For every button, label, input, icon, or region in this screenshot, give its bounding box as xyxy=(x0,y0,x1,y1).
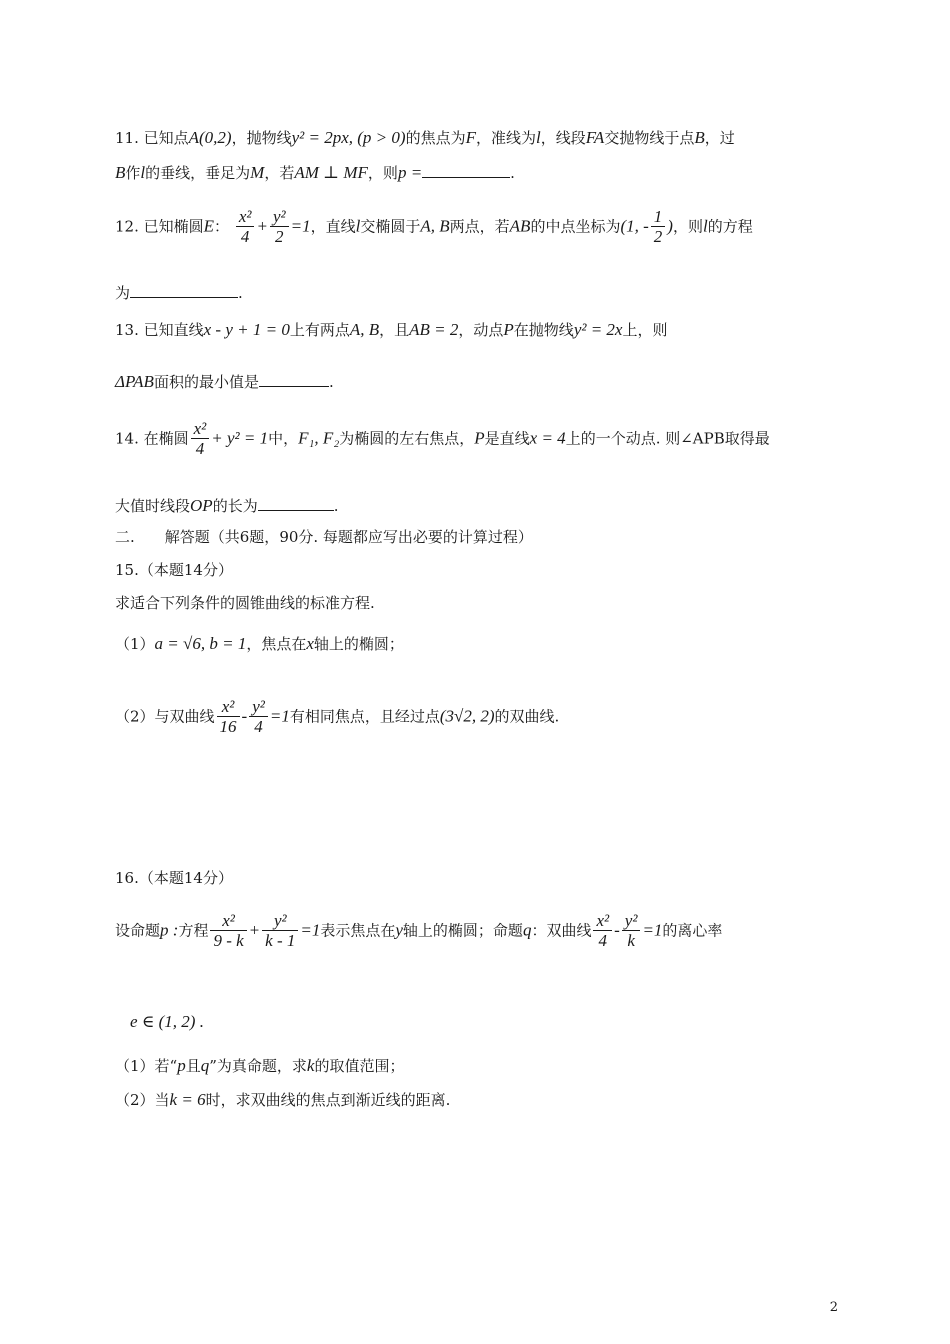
answer-blank xyxy=(258,496,334,511)
q14-line1: 14. 在椭圆 $\frac{\text{x²}}{4}$ + y² = 1中，F₁, F₂为椭圆的左右焦点，P是直线x = 4上的一个动点. 则∠APB取得最 xyxy=(115,419,770,458)
q15-part2: （2）与双曲线 $\frac{\text{x²}}{16}$ - $\frac{\text{y²}}{4}$ =1有相同焦点，且经过点(3√2, 2)的双曲线. xyxy=(115,697,560,736)
q16-heading: 16.（本题14分） xyxy=(115,869,233,887)
q16-line1: 设命题p :方程 $\frac{\text{x²}}{9 - k}$ + $\frac{\text{y²}}{k - 1}$ =1表示焦点在y轴上的椭圆；命题q：双曲线 $\frac{\text{x²}}{4}$ - $\frac{\text{y²}}{k}$ =1的离心率 xyxy=(115,911,723,950)
fraction: $\frac{\text{y²}}{k}$ xyxy=(622,912,641,951)
fraction: $\frac{\text{x²}}{4}$ xyxy=(191,420,210,459)
fraction: $\frac{\text{x²}}{4}$ xyxy=(236,208,255,247)
q12-line1: 12. 已知椭圆E： $\frac{\text{x²}}{4}$ + $\frac{\text{y²}}{2}$ =1，直线l交椭圆于A, B两点，若AB的中点坐标为(1, - $\frac{1}{2}$ )，则l的方程 xyxy=(115,207,753,246)
q14-line2: 大值时线段OP的长为 . xyxy=(115,496,339,515)
answer-blank xyxy=(130,283,238,298)
q11-line1: 11. 已知点A(0,2)，抛物线y² = 2px, (p > 0)的焦点为F，准线为l，线段FA交抛物线于点B，过 xyxy=(115,128,735,147)
fraction: $\frac{1}{2}$ xyxy=(651,208,666,247)
q13-line1: 13. 已知直线x - y + 1 = 0上有两点A, B，且AB = 2，动点P在抛物线y² = 2x上，则 xyxy=(115,320,668,339)
page-number: 2 xyxy=(829,1300,838,1315)
section-heading: 二. 解答题（共6题，90分. 每题都应写出必要的计算过程） xyxy=(115,528,533,546)
q16-part2: （2）当k = 6时，求双曲线的焦点到渐近线的距离. xyxy=(115,1090,451,1109)
q15-heading: 15.（本题14分） xyxy=(115,561,233,579)
q16-eccentricity: e ∈ (1, 2) . xyxy=(130,1012,204,1031)
q15-intro: 求适合下列条件的圆锥曲线的标准方程. xyxy=(115,594,375,612)
q16-part1: （1）若“p且q”为真命题，求k的取值范围； xyxy=(115,1056,405,1075)
fraction: $\frac{\text{y²}}{k - 1}$ xyxy=(262,912,298,951)
q11-line2: B作l的垂线，垂足为M，若AM ⊥ MF，则p = . xyxy=(115,163,515,182)
q13-line2: ΔPAB面积的最小值是 . xyxy=(115,372,334,391)
answer-blank xyxy=(422,163,510,178)
q15-part1: （1）a = √6, b = 1，焦点在x轴上的椭圆； xyxy=(115,634,404,653)
fraction: $\frac{\text{y²}}{4}$ xyxy=(249,698,268,737)
fraction: $\frac{\text{x²}}{9 - k}$ xyxy=(210,912,246,951)
fraction: $\frac{\text{y²}}{2}$ xyxy=(270,208,289,247)
fraction: $\frac{\text{x²}}{4}$ xyxy=(593,912,612,951)
fraction: $\frac{\text{x²}}{16}$ xyxy=(217,698,240,737)
answer-blank xyxy=(259,372,329,387)
q12-line2: 为 . xyxy=(115,284,243,302)
